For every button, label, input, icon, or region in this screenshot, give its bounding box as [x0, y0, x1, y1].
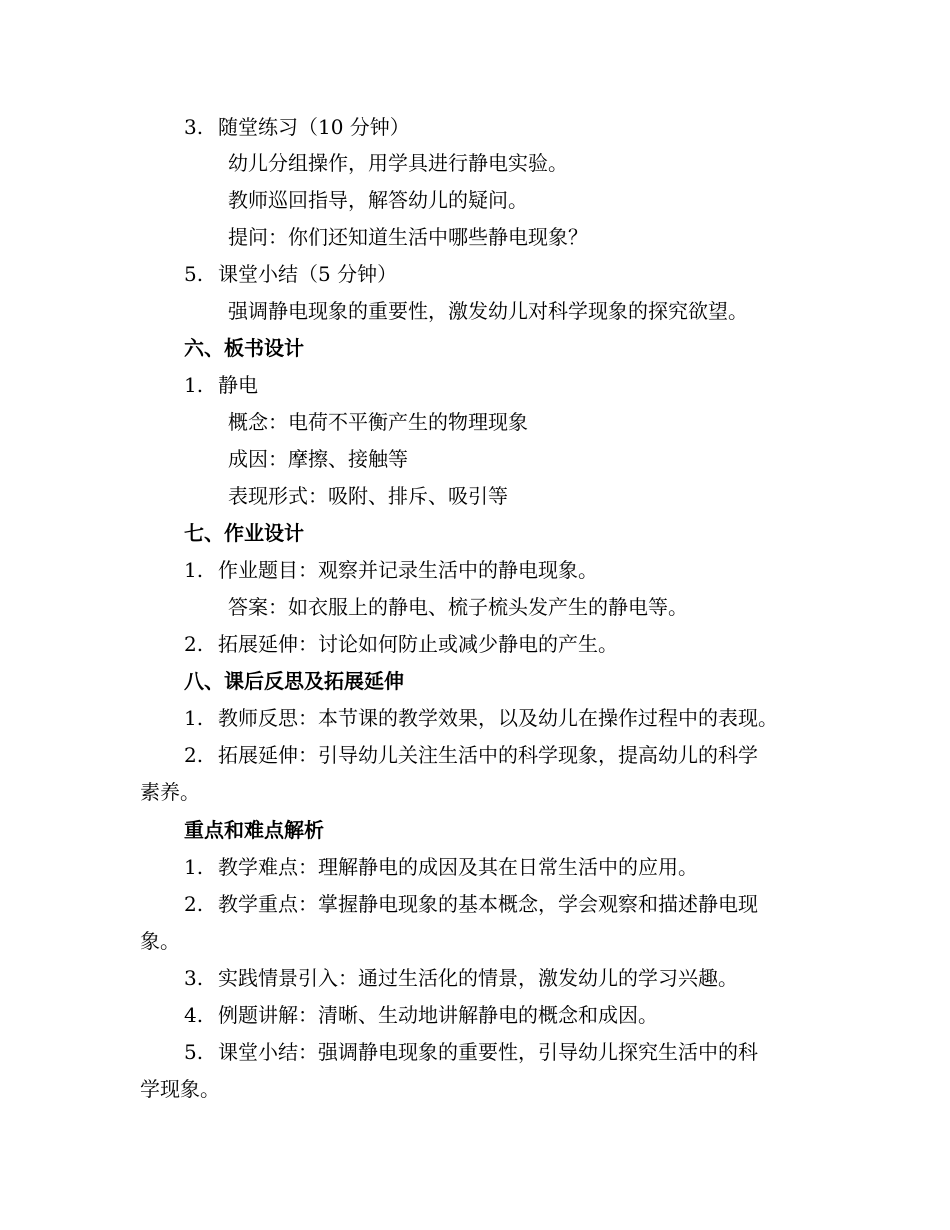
paragraph-line: 象。: [140, 929, 180, 953]
item-text: 静电: [218, 373, 258, 397]
item-text: 教学重点：掌握静电现象的基本概念，学会观察和描述静电现: [218, 892, 758, 916]
list-item: [184, 853, 698, 881]
item-number: 2.: [184, 632, 204, 656]
list-item: [184, 890, 758, 918]
list-item: [184, 630, 618, 658]
paragraph-line: 学现象。: [140, 1077, 220, 1101]
item-number: 1.: [184, 558, 204, 582]
item-text: 教学难点：理解静电的成因及其在日常生活中的应用。: [218, 855, 698, 879]
list-item: [184, 741, 758, 769]
item-text: 课堂小结（5 分钟）: [218, 262, 398, 286]
item-number: 3.: [184, 115, 204, 139]
item-number: 1.: [184, 373, 204, 397]
item-number: 4.: [184, 1003, 204, 1027]
list-item: [184, 964, 738, 992]
paragraph-line: 表现形式：吸附、排斥、吸引等: [228, 484, 508, 508]
paragraph-line: 成因：摩擦、接触等: [228, 447, 408, 471]
list-item: [184, 1001, 658, 1029]
item-text: 例题讲解：清晰、生动地讲解静电的概念和成因。: [218, 1003, 658, 1027]
paragraph-line: 提问：你们还知道生活中哪些静电现象？: [228, 225, 588, 249]
item-text: 实践情景引入：通过生活化的情景，激发幼儿的学习兴趣。: [218, 966, 738, 990]
list-item: [184, 260, 397, 288]
item-text: 课堂小结：强调静电现象的重要性，引导幼儿探究生活中的科: [218, 1040, 758, 1064]
item-text: 随堂练习（10 分钟）: [218, 115, 410, 139]
list-item: [184, 113, 410, 141]
paragraph-line: 概念：电荷不平衡产生的物理现象: [228, 410, 528, 434]
section-heading: 重点和难点解析: [184, 818, 324, 842]
item-text: 教师反思：本节课的教学效果，以及幼儿在操作过程中的表现。: [218, 706, 778, 730]
item-number: 1.: [184, 855, 204, 879]
item-text: 作业题目：观察并记录生活中的静电现象。: [218, 558, 598, 582]
list-item: [184, 371, 258, 399]
paragraph-line: 幼儿分组操作，用学具进行静电实验。: [228, 151, 568, 175]
paragraph-line: 素养。: [140, 780, 200, 804]
paragraph-line: 强调静电现象的重要性，激发幼儿对科学现象的探究欲望。: [228, 299, 748, 323]
item-text: 拓展延伸：引导幼儿关注生活中的科学现象，提高幼儿的科学: [218, 743, 758, 767]
item-number: 3.: [184, 966, 204, 990]
item-number: 2.: [184, 743, 204, 767]
list-item: [184, 1038, 758, 1066]
list-item: [184, 704, 778, 732]
paragraph-line: 教师巡回指导，解答幼儿的疑问。: [228, 188, 528, 212]
paragraph-line: 答案：如衣服上的静电、梳子梳头发产生的静电等。: [228, 595, 688, 619]
item-text: 拓展延伸：讨论如何防止或减少静电的产生。: [218, 632, 618, 656]
item-number: 1.: [184, 706, 204, 730]
section-heading: 七、作业设计: [184, 521, 304, 545]
section-heading: 六、板书设计: [184, 336, 304, 360]
item-number: 2.: [184, 892, 204, 916]
item-number: 5.: [184, 262, 204, 286]
list-item: [184, 556, 598, 584]
item-number: 5.: [184, 1040, 204, 1064]
section-heading: 八、课后反思及拓展延伸: [184, 669, 404, 693]
